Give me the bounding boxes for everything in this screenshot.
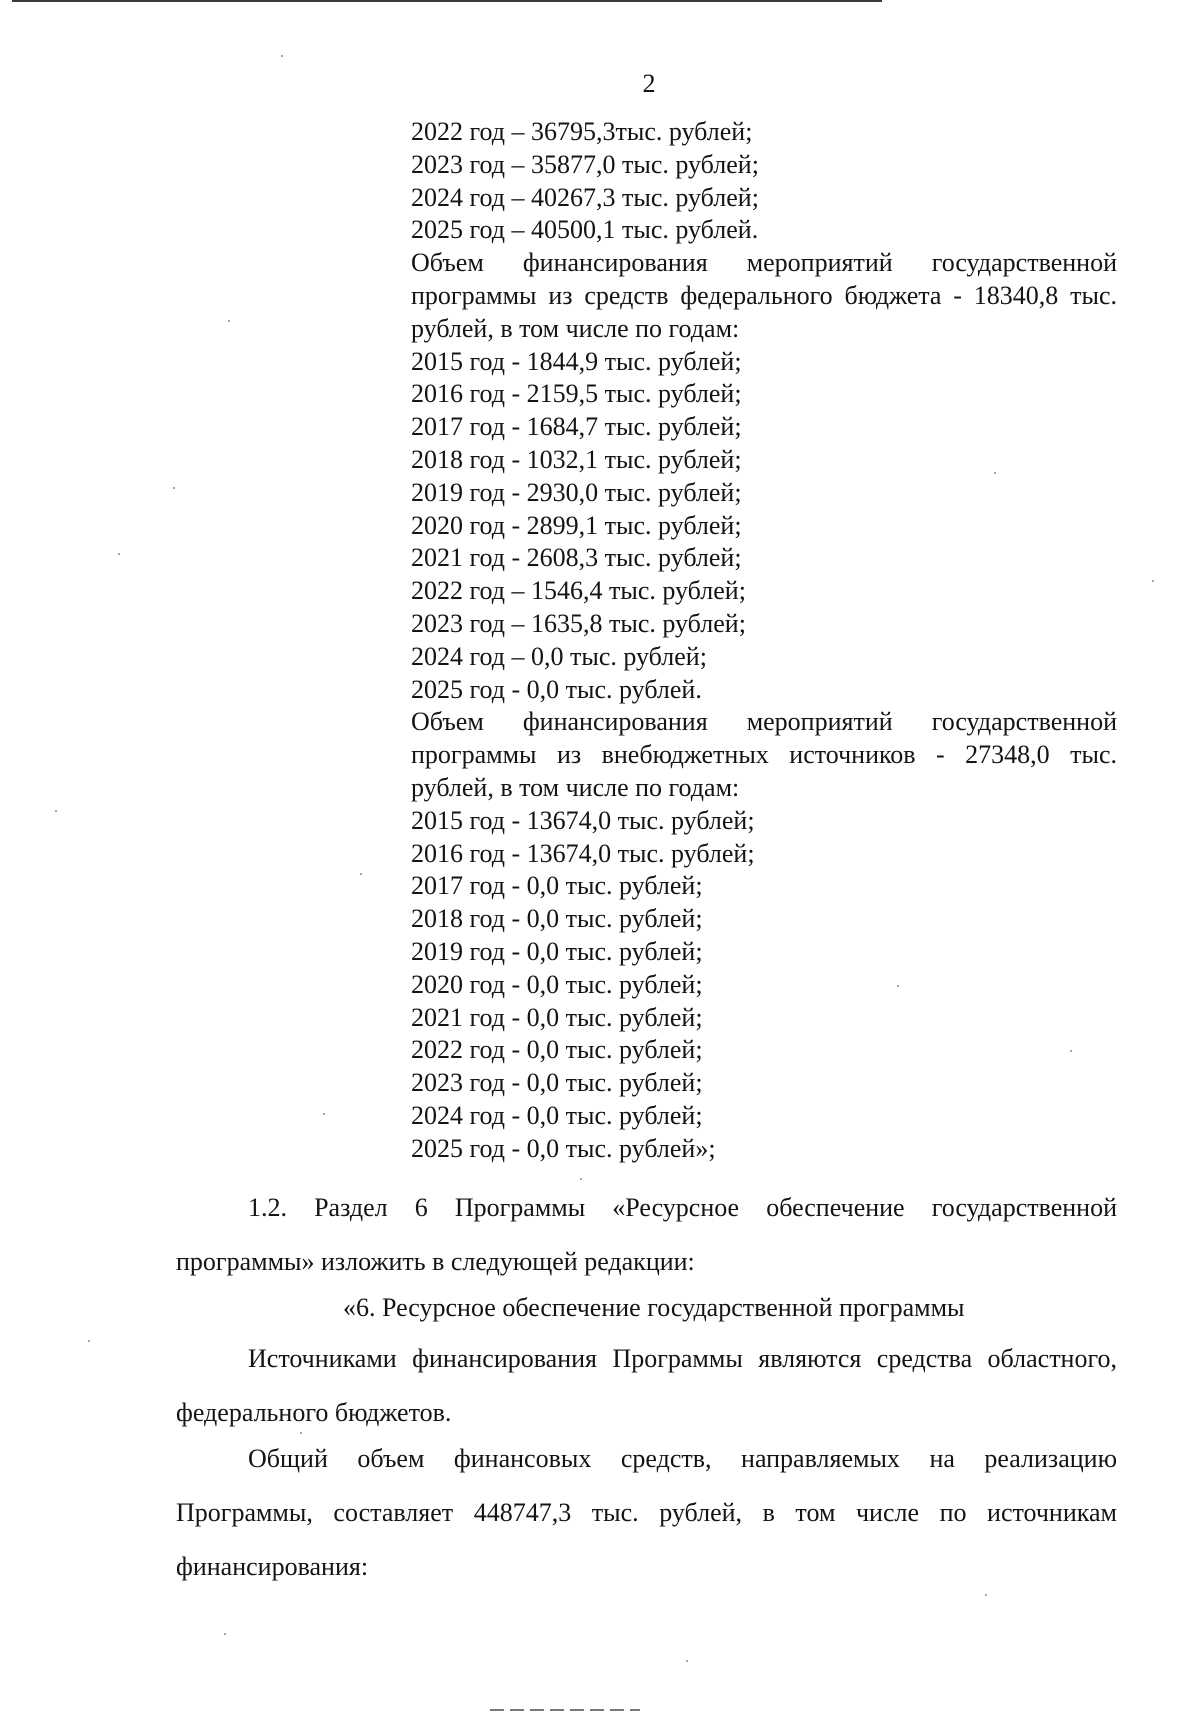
scan-speck: [323, 1113, 325, 1115]
year-line: 2025 год - 0,0 тыс. рублей»;: [411, 1133, 716, 1163]
year-line: 2024 год – 0,0 тыс. рублей;: [411, 641, 707, 671]
scan-speck: [985, 1594, 987, 1596]
year-line: 2022 год – 1546,4 тыс. рублей;: [411, 576, 746, 606]
year-line: 2024 год – 40267,3 тыс. рублей;: [411, 182, 759, 212]
scan-speck: [897, 985, 899, 987]
year-line: 2025 год - 0,0 тыс. рублей.: [411, 674, 702, 704]
year-line: 2015 год - 13674,0 тыс. рублей;: [411, 805, 755, 835]
year-line: 2019 год - 2930,0 тыс. рублей;: [411, 477, 742, 507]
year-line: 2018 год - 0,0 тыс. рублей;: [411, 904, 703, 934]
year-line: 2016 год - 13674,0 тыс. рублей;: [411, 838, 755, 868]
federal-budget-intro: Объем финансирования мероприятий государственной программы из средств федерального бюджета - 18340,8 тыс. рублей, в том числе по годам:: [411, 248, 1117, 343]
year-line: 2021 год - 0,0 тыс. рублей;: [411, 1002, 703, 1032]
year-line: 2018 год - 1032,1 тыс. рублей;: [411, 444, 742, 474]
scan-top-edge: [12, 0, 882, 2]
total-volume-paragraph: Общий объем финансовых средств, направляемых на реализацию Программы, составляет 448747,3 тыс. рублей, в том числе по источникам финансирования:: [176, 1444, 1117, 1581]
financing-column: [411, 116, 1117, 1166]
clause-1-2-paragraph: 1.2. Раздел 6 Программы «Ресурсное обеспечение государственной программы» изложить в следующей редакции:: [176, 1193, 1117, 1276]
scan-speck: [173, 487, 175, 489]
year-line: 2023 год – 1635,8 тыс. рублей;: [411, 608, 746, 638]
scan-speck: [118, 553, 120, 555]
year-line: 2022 год – 36795,3тыс. рублей;: [411, 117, 753, 146]
scan-speck: [686, 1660, 688, 1662]
year-line: 2024 год - 0,0 тыс. рублей;: [411, 1100, 703, 1130]
scan-bottom-edge: [490, 1709, 640, 1711]
year-line: 2020 год - 0,0 тыс. рублей;: [411, 969, 703, 999]
scan-speck: [281, 55, 283, 57]
scan-speck: [55, 810, 57, 812]
year-line: 2017 год - 1684,7 тыс. рублей;: [411, 412, 742, 442]
year-line: 2015 год - 1844,9 тыс. рублей;: [411, 346, 742, 376]
year-line: 2017 год - 0,0 тыс. рублей;: [411, 871, 703, 901]
regional-budget-years: [411, 116, 1117, 247]
scan-speck: [300, 1432, 302, 1434]
section-heading: «6. Ресурсное обеспечение государственной программы: [343, 1293, 965, 1322]
scan-speck: [580, 1178, 582, 1180]
year-line: 2023 год - 0,0 тыс. рублей;: [411, 1068, 703, 1098]
page-number: 2: [642, 69, 656, 98]
scan-speck: [88, 1340, 90, 1342]
year-line: 2019 год - 0,0 тыс. рублей;: [411, 936, 703, 966]
year-line: 2023 год – 35877,0 тыс. рублей;: [411, 149, 759, 179]
federal-budget-years: [411, 346, 1117, 707]
scan-speck: [224, 1633, 226, 1635]
extrabudgetary-years: [411, 805, 1117, 1166]
year-line: 2021 год - 2608,3 тыс. рублей;: [411, 543, 742, 573]
year-line: 2022 год - 0,0 тыс. рублей;: [411, 1035, 703, 1065]
financing-sources-paragraph: Источниками финансирования Программы являются средства областного, федерального бюджетов.: [176, 1344, 1117, 1427]
year-line: 2025 год – 40500,1 тыс. рублей.: [411, 215, 759, 245]
year-line: 2020 год - 2899,1 тыс. рублей;: [411, 510, 742, 540]
scan-speck: [228, 320, 230, 322]
scan-speck: [1070, 1050, 1072, 1052]
year-line: 2016 год - 2159,5 тыс. рублей;: [411, 379, 742, 409]
extrabudgetary-intro: Объем финансирования мероприятий государственной программы из внебюджетных источников - 27348,0 тыс. рублей, в том числе по годам:: [411, 707, 1117, 802]
scan-speck: [360, 873, 362, 875]
scan-speck: [1152, 580, 1154, 582]
scan-speck: [994, 472, 996, 474]
